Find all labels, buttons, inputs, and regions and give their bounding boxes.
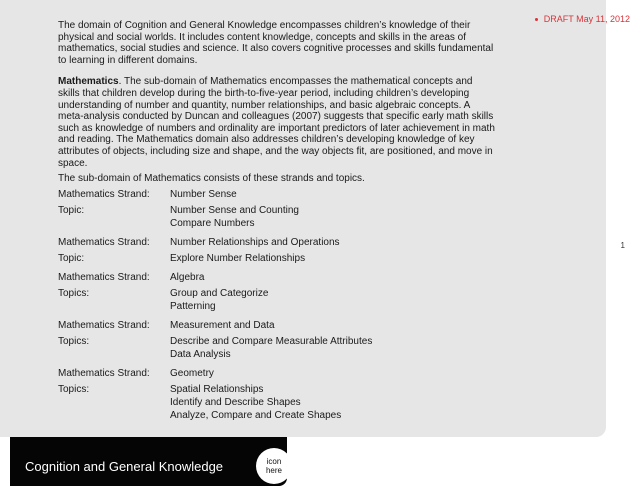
page-number: 1 — [620, 241, 625, 250]
intro-paragraph: The domain of Cognition and General Knowledge encompasses children’s knowledge of their physical and social worlds. It includes content knowledge, concepts and skills in the areas of mathematics, social studies and science. It also covers cognitive processes and skills fundamental to learning in different domains. — [58, 20, 494, 66]
topic-label: Topic: — [58, 204, 85, 216]
topic-label: Topics: — [58, 335, 90, 347]
topic-item: Explore Number Relationships — [170, 252, 306, 264]
strand-row — [58, 367, 496, 380]
placeholder-icon — [256, 448, 292, 484]
strand-group — [58, 236, 496, 265]
math-body: . The sub-domain of Mathematics encompasses the mathematical concepts and skills that children develop during the birth-to-five-year period, including children’s developing understanding of number and quantity, number relationships, and basic algebraic concepts. A meta-analysis conducted by Duncan and colleagues (2007) suggests that specific early math skills such as knowledge of numbers and ordinality are important predictors of later achievement in math and reading. The Mathematics domain also addresses children’s developing knowledge of key attributes of objects, including size and shape, and the way objects fit, are positioned, and move in space. — [58, 76, 495, 169]
topic-label: Topic: — [58, 252, 85, 264]
topic-row — [58, 287, 496, 313]
topic-row — [58, 335, 496, 361]
strand-group — [58, 319, 496, 361]
strand-name: Number Sense — [170, 188, 237, 200]
strand-name: Geometry — [170, 367, 214, 379]
bullet-icon — [535, 18, 538, 21]
topic-item: Identify and Describe Shapes — [170, 396, 301, 408]
strand-row — [58, 188, 496, 201]
strand-group — [58, 271, 496, 313]
strand-label: Mathematics Strand: — [58, 188, 150, 200]
topic-item: Data Analysis — [170, 348, 231, 360]
strand-row — [58, 319, 496, 332]
strand-name: Number Relationships and Operations — [170, 236, 340, 248]
topic-item: Compare Numbers — [170, 217, 255, 229]
footer-title: Cognition and General Knowledge — [25, 459, 224, 474]
strand-row — [58, 236, 496, 249]
topic-row — [58, 204, 496, 230]
math-paragraph — [58, 76, 496, 169]
strand-group — [58, 188, 496, 230]
strand-name: Algebra — [170, 271, 205, 283]
strand-row — [58, 271, 496, 284]
strands-table — [58, 188, 496, 422]
topic-row — [58, 252, 496, 265]
document-body — [58, 20, 496, 428]
strand-label: Mathematics Strand: — [58, 367, 150, 379]
icon-line-1: icon — [266, 457, 282, 466]
strand-name: Measurement and Data — [170, 319, 275, 331]
topic-item: Patterning — [170, 300, 216, 312]
topic-item: Describe and Compare Measurable Attributes — [170, 335, 373, 347]
strand-label: Mathematics Strand: — [58, 236, 150, 248]
topic-label: Topics: — [58, 287, 90, 299]
footer-bar — [10, 437, 287, 486]
topic-item: Spatial Relationships — [170, 383, 264, 395]
topic-item: Group and Categorize — [170, 287, 269, 299]
topic-item: Analyze, Compare and Create Shapes — [170, 409, 342, 421]
icon-line-2: here — [265, 466, 282, 475]
strand-group — [58, 367, 496, 422]
topic-label: Topics: — [58, 383, 90, 395]
topic-row — [58, 383, 496, 422]
draft-label: DRAFT May 11, 2012 — [543, 14, 630, 24]
strands-intro: The sub-domain of Mathematics consists of these strands and topics. — [58, 173, 365, 185]
topic-item: Number Sense and Counting — [170, 204, 299, 216]
strand-label: Mathematics Strand: — [58, 271, 150, 283]
strand-label: Mathematics Strand: — [58, 319, 150, 331]
draft-stamp — [535, 14, 630, 24]
math-heading: Mathematics — [58, 76, 119, 88]
